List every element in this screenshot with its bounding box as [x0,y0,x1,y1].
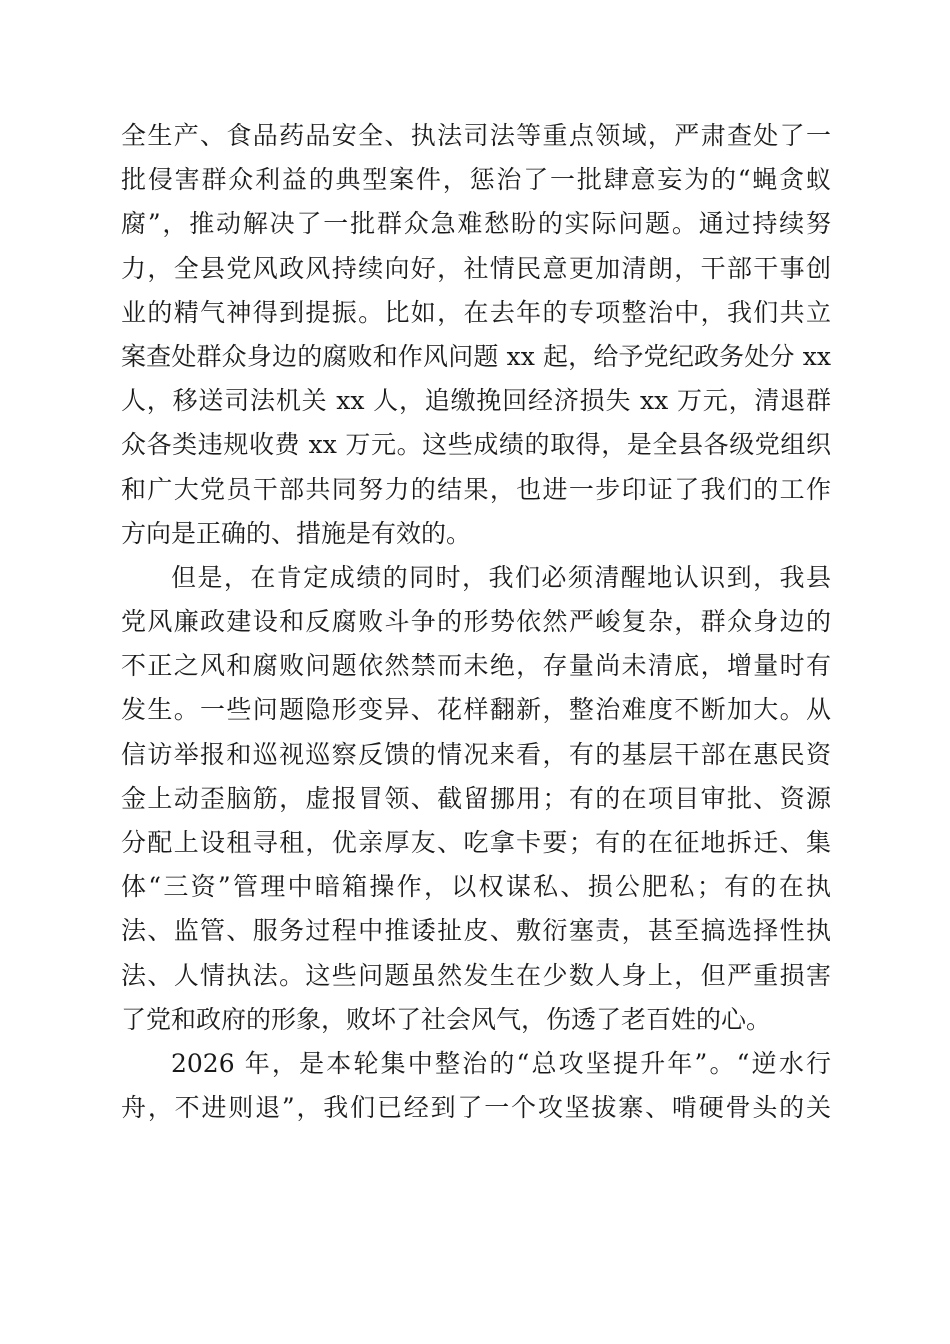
text-line: 人，移送司法机关 xx 人，追缴挽回经济损失 xx 万元，清退群 [121,386,831,416]
text-line: 发生。一些问题隐形变异、花样翻新，整治难度不断加大。从 [121,695,831,725]
text-line: 腐”，推动解决了一批群众急难愁盼的实际问题。通过持续努 [121,209,831,239]
text-line: 了党和政府的形象，败坏了社会风气，伤透了老百姓的心。 [121,1004,772,1034]
text-line: 党风廉政建设和反腐败斗争的形势依然严峻复杂，群众身边的 [121,607,831,637]
text-line: 批侵害群众利益的典型案件，惩治了一批肆意妄为的“蝇贪蚁 [121,165,831,195]
paragraph-achievements [121,114,831,556]
text-line: 不正之风和腐败问题依然禁而未绝，存量尚未清底，增量时有 [121,651,831,681]
text-line: 金上动歪脑筋，虚报冒领、截留挪用；有的在项目审批、资源 [121,783,831,813]
text-line: 业的精气神得到提振。比如，在去年的专项整治中，我们共立 [121,297,831,327]
text-line: 全生产、食品药品安全、执法司法等重点领域，严肃查处了一 [121,121,831,150]
text-line: 和广大党员干部共同努力的结果，也进一步印证了我们的工作 [121,474,831,504]
paragraph-problems [121,556,831,1042]
text-line: 2026 年，是本轮集中整治的“总攻坚提升年”。“逆水行 [171,1048,831,1078]
text-line: 方向是正确的、措施是有效的。 [121,518,472,548]
text-line: 法、人情执法。这些问题虽然发生在少数人身上，但严重损害 [121,960,831,990]
text-line: 信访举报和巡视巡察反馈的情况来看，有的基层干部在惠民资 [121,739,831,769]
text-line: 分配上设租寻租，优亲厚友、吃拿卡要；有的在征地拆迁、集 [121,828,831,857]
text-line: 但是，在肯定成绩的同时，我们必须清醒地认识到，我县 [171,562,831,592]
text-line: 法、监管、服务过程中推诿扯皮、敷衍塞责，甚至搞选择性执 [121,916,831,946]
text-line: 众各类违规收费 xx 万元。这些成绩的取得，是全县各级党组织 [121,430,831,460]
paragraph-2026-outlook [121,1042,831,1130]
text-line: 力，全县党风政风持续向好，社情民意更加清朗，干部干事创 [121,253,831,283]
document-body [121,114,831,1130]
text-line: 体“三资”管理中暗箱操作，以权谋私、损公肥私；有的在执 [121,872,831,902]
text-line: 舟，不进则退”，我们已经到了一个攻坚拔寨、啃硬骨头的关 [121,1093,831,1123]
text-line: 案查处群众身边的腐败和作风问题 xx 起，给予党纪政务处分 xx [121,341,831,371]
